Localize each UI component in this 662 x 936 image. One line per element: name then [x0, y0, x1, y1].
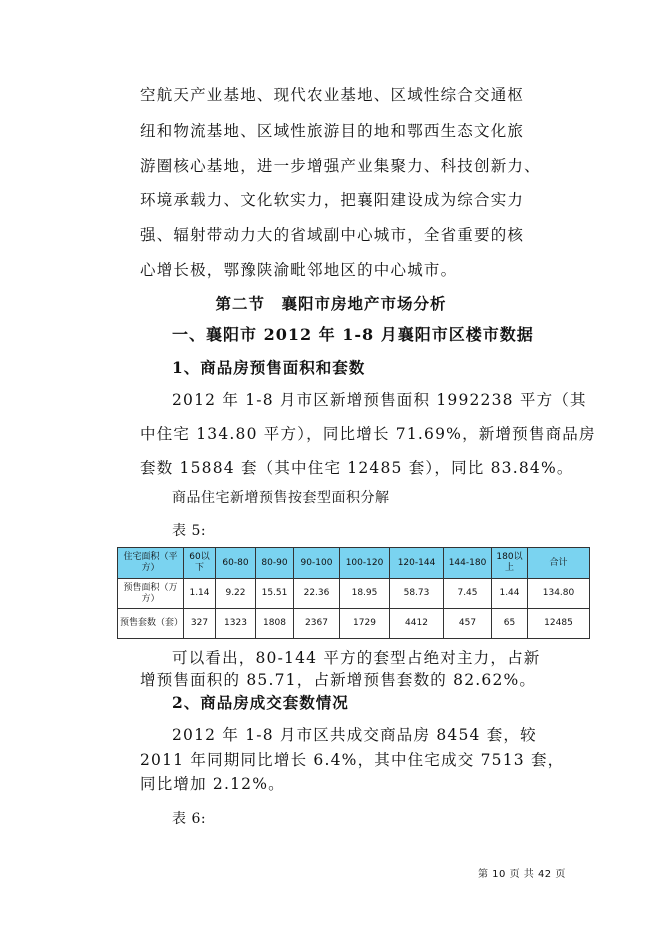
table-header-cell: 100-120	[340, 548, 390, 579]
intro-line-3: 游圈核心基地，进一步增强产业集聚力、科技创新力、	[140, 157, 541, 175]
table-5	[117, 547, 590, 639]
table-cell: 1323	[216, 609, 256, 639]
para2-line-2: 增预售面积的 85.71，占新增预售套数的 82.62%。	[140, 671, 537, 689]
table-header-row	[118, 548, 590, 579]
table-row-header: 预售面积（万方）	[118, 579, 184, 609]
para3-line-1: 2012 年 1-8 月市区共成交商品房 8454 套，较	[172, 726, 537, 744]
table-row-header: 预售套数（套）	[118, 609, 184, 639]
para3-line-2: 2011 年同期同比增长 6.4%，其中住宅成交 7513 套，	[140, 751, 565, 769]
intro-line-5: 强、辐射带动力大的省域副中心城市，全省重要的核	[140, 226, 525, 244]
table-cell: 134.80	[528, 579, 590, 609]
intro-line-4: 环境承载力、文化软实力，把襄阳建设成为综合实力	[140, 191, 525, 209]
table-cell: 65	[492, 609, 528, 639]
table-cell: 1808	[256, 609, 294, 639]
table-header-cell: 60以下	[184, 548, 216, 579]
para1-line-1: 2012 年 1-8 月市区新增预售面积 1992238 平方（其	[172, 391, 587, 409]
table-cell: 4412	[390, 609, 444, 639]
table-cell: 58.73	[390, 579, 444, 609]
table6-label: 表 6:	[172, 811, 207, 827]
table-cell: 22.36	[294, 579, 340, 609]
table5-label: 表 5:	[172, 523, 207, 539]
table-header-cell: 90-100	[294, 548, 340, 579]
table-cell: 327	[184, 609, 216, 639]
subheading-1: 1、商品房预售面积和套数	[172, 358, 366, 377]
table-header-cell: 180以上	[492, 548, 528, 579]
para1-line-3: 套数 15884 套（其中住宅 12485 套），同比 83.84%。	[140, 459, 574, 477]
page-footer: 第 10 页 共 42 页	[478, 869, 566, 880]
table-cell: 1.14	[184, 579, 216, 609]
table-cell: 9.22	[216, 579, 256, 609]
intro-line-6: 心增长极，鄂豫陕渝毗邻地区的中心城市。	[140, 261, 458, 279]
table-cell: 1729	[340, 609, 390, 639]
intro-line-1: 空航天产业基地、现代农业基地、区域性综合交通枢	[140, 86, 525, 104]
para3-line-3: 同比增加 2.12%。	[140, 775, 285, 793]
table-header-cell: 144-180	[444, 548, 492, 579]
intro-line-2: 纽和物流基地、区域性旅游目的地和鄂西生态文化旅	[140, 122, 525, 140]
table-cell: 18.95	[340, 579, 390, 609]
table-cell: 15.51	[256, 579, 294, 609]
table-header-cell: 住宅面积（平方）	[118, 548, 184, 579]
section-title: 第二节 襄阳市房地产市场分析	[215, 294, 447, 313]
table-header-cell: 60-80	[216, 548, 256, 579]
para1-line-2: 中住宅 134.80 平方），同比增长 71.69%，新增预售商品房	[140, 425, 596, 443]
table-header-cell: 120-144	[390, 548, 444, 579]
table-cell: 457	[444, 609, 492, 639]
table-cell: 12485	[528, 609, 590, 639]
para2-line-1: 可以看出，80-144 平方的套型占绝对主力，占新	[172, 649, 541, 667]
table-caption: 商品住宅新增预售按套型面积分解	[172, 490, 390, 506]
table-row	[118, 579, 590, 609]
table-cell: 2367	[294, 609, 340, 639]
table-header-cell: 80-90	[256, 548, 294, 579]
subheading-2: 2、商品房成交套数情况	[172, 693, 349, 712]
heading-1: 一、襄阳市 2012 年 1-8 月襄阳市区楼市数据	[172, 325, 534, 344]
table-cell: 1.44	[492, 579, 528, 609]
table-row	[118, 609, 590, 639]
table-cell: 7.45	[444, 579, 492, 609]
table-header-cell: 合计	[528, 548, 590, 579]
